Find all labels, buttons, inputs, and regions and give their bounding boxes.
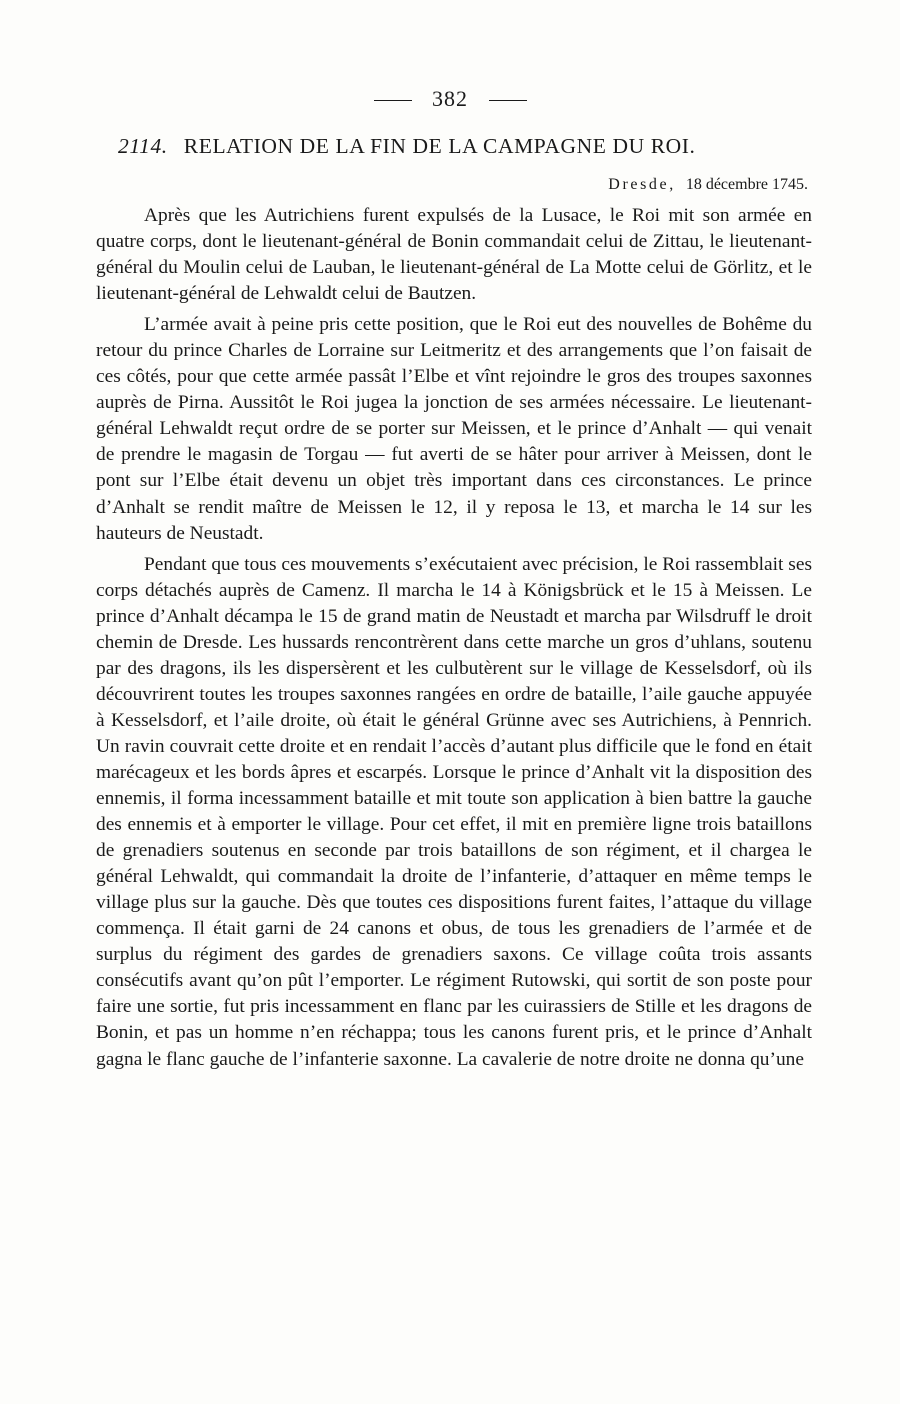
paragraph-3: Pendant que tous ces mouvements s’exécutaient avec précision, le Roi rassemblait ses corps détachés auprès de Camenz. Il marcha le 14 à Königsbrück et le 15 à Meissen. Le prince d’Anhalt décampa le 15 de grand matin de Neustadt et marcha par Wilsdruff le droit chemin de Dresde. Les hussards rencontrèrent dans cette marche un gros d’uhlans, soutenu par des dragons, ils les dispersèrent et les culbutèrent sur le village de Kesselsdorf, où ils découvrirent toutes les troupes saxonnes rangées en ordre de bataille, l’aile gauche appuyée à Kesselsdorf, et l’aile droite, où était le général Grünne avec ses Autrichiens, à Pennrich. Un ravin couvrait cette droite et en rendait l’accès d’autant plus difficile que le fond en était marécageux et les bords âpres et escarpés. Lorsque le prince d’Anhalt vit la disposition des ennemis, il forma incessamment bataille et mit toute son application à bien battre la gauche des ennemis et à emporter le village. Pour cet effet, il mit en première ligne trois bataillons de grenadiers soutenus en seconde par trois bataillons de son régiment, et il chargea le général Lehwaldt, qui commandait la droite de l’infanterie, d’attaquer en même temps le village plus sur la gauche. Dès que toutes ces dispositions furent faites, l’attaque du village commença. Il était garni de 24 canons et obus, de tous les grenadiers de l’armée et de surplus du régiment des gardes de grenadiers saxons. Ce village coûta trois assants consécutifs avant qu’on pût l’emporter. Le régiment Rutowski, qui sortit de son poste pour faire une sortie, fut pris incessamment en flanc par les cuirassiers de Stille et les dragons de Bonin, et pas un homme n’en réchappa; tous les canons furent pris, et le prince d’Anhalt gagna le flanc gauche de l’infanterie saxonne. La cavalerie de notre droite ne donna qu’une xyxy=(96,553,812,1070)
page-number-dash-left xyxy=(374,100,412,101)
page-number-dash-right xyxy=(489,100,527,101)
page-number-line xyxy=(0,86,900,112)
body-text xyxy=(96,203,812,1073)
page-number: 382 xyxy=(432,86,468,111)
dateline-place: Dresde, xyxy=(608,176,676,193)
dateline xyxy=(608,176,808,194)
document-heading xyxy=(118,134,818,159)
paragraph-1: Après que les Autrichiens furent expulsés de la Lusace, le Roi mit son armée en quatre corps, dont le lieutenant-général de Bonin commandait celui de Zittau, le lieutenant-général du Moulin celui de Lauban, le lieutenant-général de La Motte celui de Görlitz, et le lieutenant-général de Lehwaldt celui de Bautzen. xyxy=(96,205,812,305)
paragraph-2: L’armée avait à peine pris cette position, que le Roi eut des nouvelles de Bohême du retour du prince Charles de Lorraine sur Leitmeritz et des arrangements que l’on faisait de ces côtés, pour que cette armée passât l’Elbe et vînt rejoindre le gros des troupes saxonnes auprès de Pirna. Aussitôt le Roi jugea la jonction de ses armées nécessaire. Le lieutenant-général Lehwaldt reçut ordre de se porter sur Meissen, et le prince d’Anhalt — qui venait de prendre le magasin de Torgau — fut averti de se hâter pour arriver à Meissen, dont le pont sur l’Elbe était devenu un objet très important dans ces circonstances. Le prince d’Anhalt se rendit maître de Meissen le 12, il y reposa le 13, et marcha le 14 sur les hauteurs de Neustadt. xyxy=(96,314,812,544)
dateline-date: 18 décembre 1745. xyxy=(685,176,808,193)
document-title: RELATION DE LA FIN DE LA CAMPAGNE DU ROI. xyxy=(183,134,696,158)
document-number: 2114. xyxy=(118,134,168,158)
